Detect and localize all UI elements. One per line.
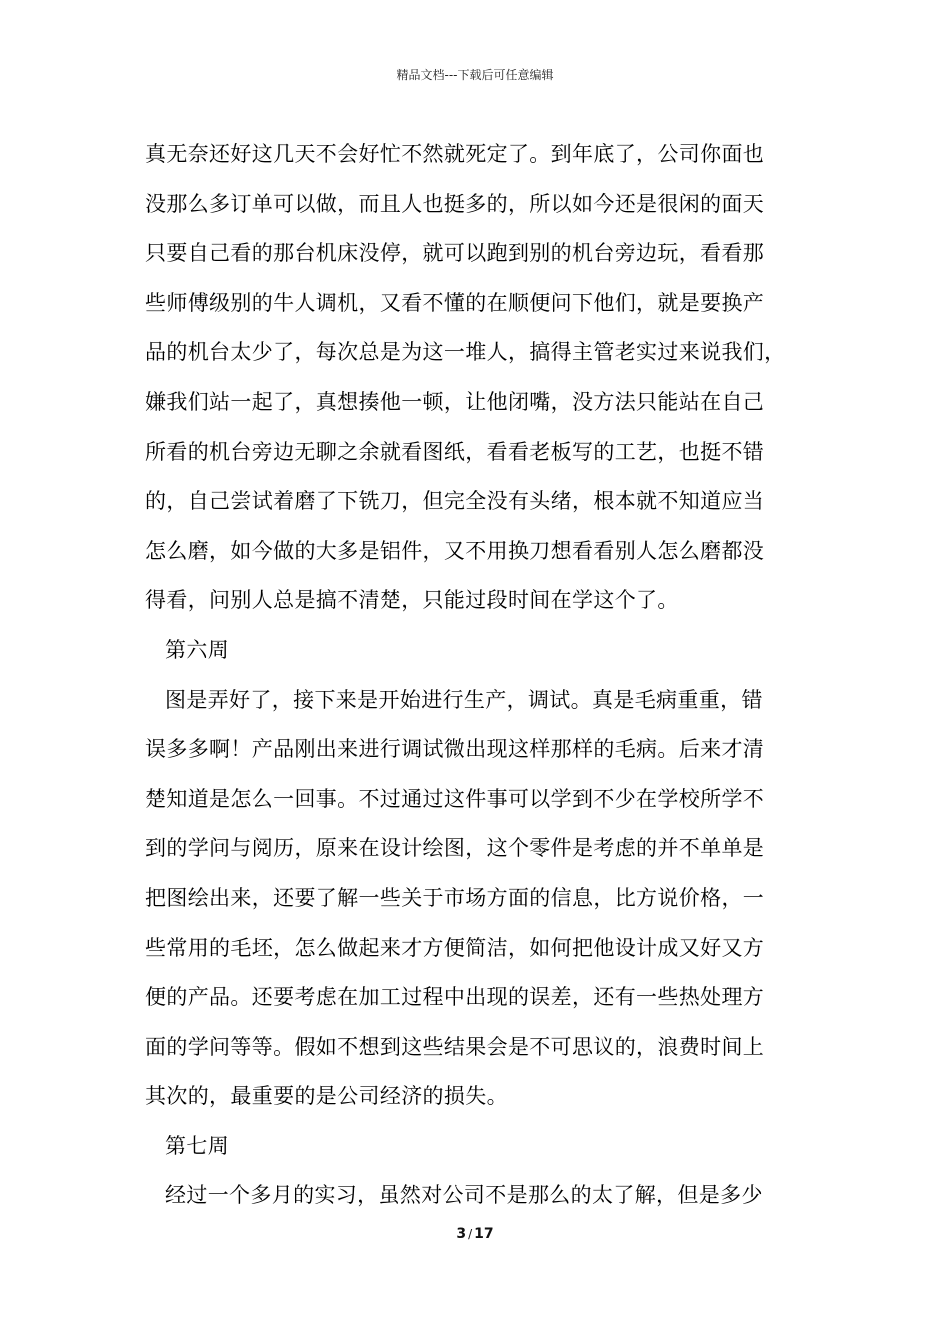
text-line: 没那么多订单可以做，而且人也挺多的，所以如今还是很闲的面天: [145, 191, 765, 216]
text-line: 经过一个多月的实习，虽然对公司不是那么的太了解，但是多少: [165, 1183, 763, 1208]
text-line: 到的学问与阅历，原来在设计绘图，这个零件是考虑的并不单单是: [145, 836, 765, 861]
current-page: 3: [456, 1226, 467, 1242]
text-line: 只要自己看的那台机床没停，就可以跑到别的机台旁边玩，看看那: [145, 241, 765, 266]
text-line: 图是弄好了，接下来是开始进行生产，调试。真是毛病重重，错: [165, 687, 763, 712]
section-heading-week-6: 第六周: [165, 637, 230, 662]
text-line: 真无奈还好这几天不会好忙不然就死定了。到年底了，公司你面也: [145, 142, 765, 166]
body-text: [145, 130, 825, 1221]
text-line: 品的机台太少了，每次总是为这一堆人，搞得主管老实过来说我们，: [145, 340, 786, 365]
text-line: 怎么磨，如今做的大多是铝件，又不用换刀想看看别人怎么磨都没: [145, 538, 765, 563]
text-line: 其次的，最重要的是公司经济的损失。: [145, 1084, 508, 1109]
text-line: 些师傅级别的牛人调机，又看不懂的在顺便问下他们，就是要换产: [145, 290, 765, 315]
page-header: 精品文档---下载后可任意编辑: [396, 68, 554, 82]
text-line: 嫌我们站一起了，真想揍他一顿，让他闭嘴，没方法只能站在自己: [145, 389, 765, 414]
page-separator: /: [468, 1227, 473, 1241]
text-line: 些常用的毛坯，怎么做起来才方便简洁，如何把他设计成又好又方: [145, 935, 765, 960]
text-line: 所看的机台旁边无聊之余就看图纸，看看老板写的工艺，也挺不错: [145, 439, 765, 464]
text-line: 便的产品。还要考虑在加工过程中出现的误差，还有一些热处理方: [145, 985, 765, 1010]
page-number: [0, 1226, 950, 1242]
text-line: 的，自己尝试着磨了下铣刀，但完全没有头绪，根本就不知道应当: [145, 489, 765, 514]
total-pages: 17: [474, 1226, 494, 1242]
text-line: 误多多啊！产品刚出来进行调试微出现这样那样的毛病。后来才清: [145, 737, 765, 762]
text-line: 面的学问等等。假如不想到这些结果会是不可思议的，浪费时间上: [145, 1034, 765, 1059]
section-heading-week-7: 第七周: [165, 1133, 230, 1158]
text-line: 得看，问别人总是搞不清楚，只能过段时间在学这个了。: [145, 588, 679, 613]
text-line: 把图绘出来，还要了解一些关于市场方面的信息，比方说价格，一: [145, 885, 765, 910]
text-line: 楚知道是怎么一回事。不过通过这件事可以学到不少在学校所学不: [145, 786, 765, 811]
